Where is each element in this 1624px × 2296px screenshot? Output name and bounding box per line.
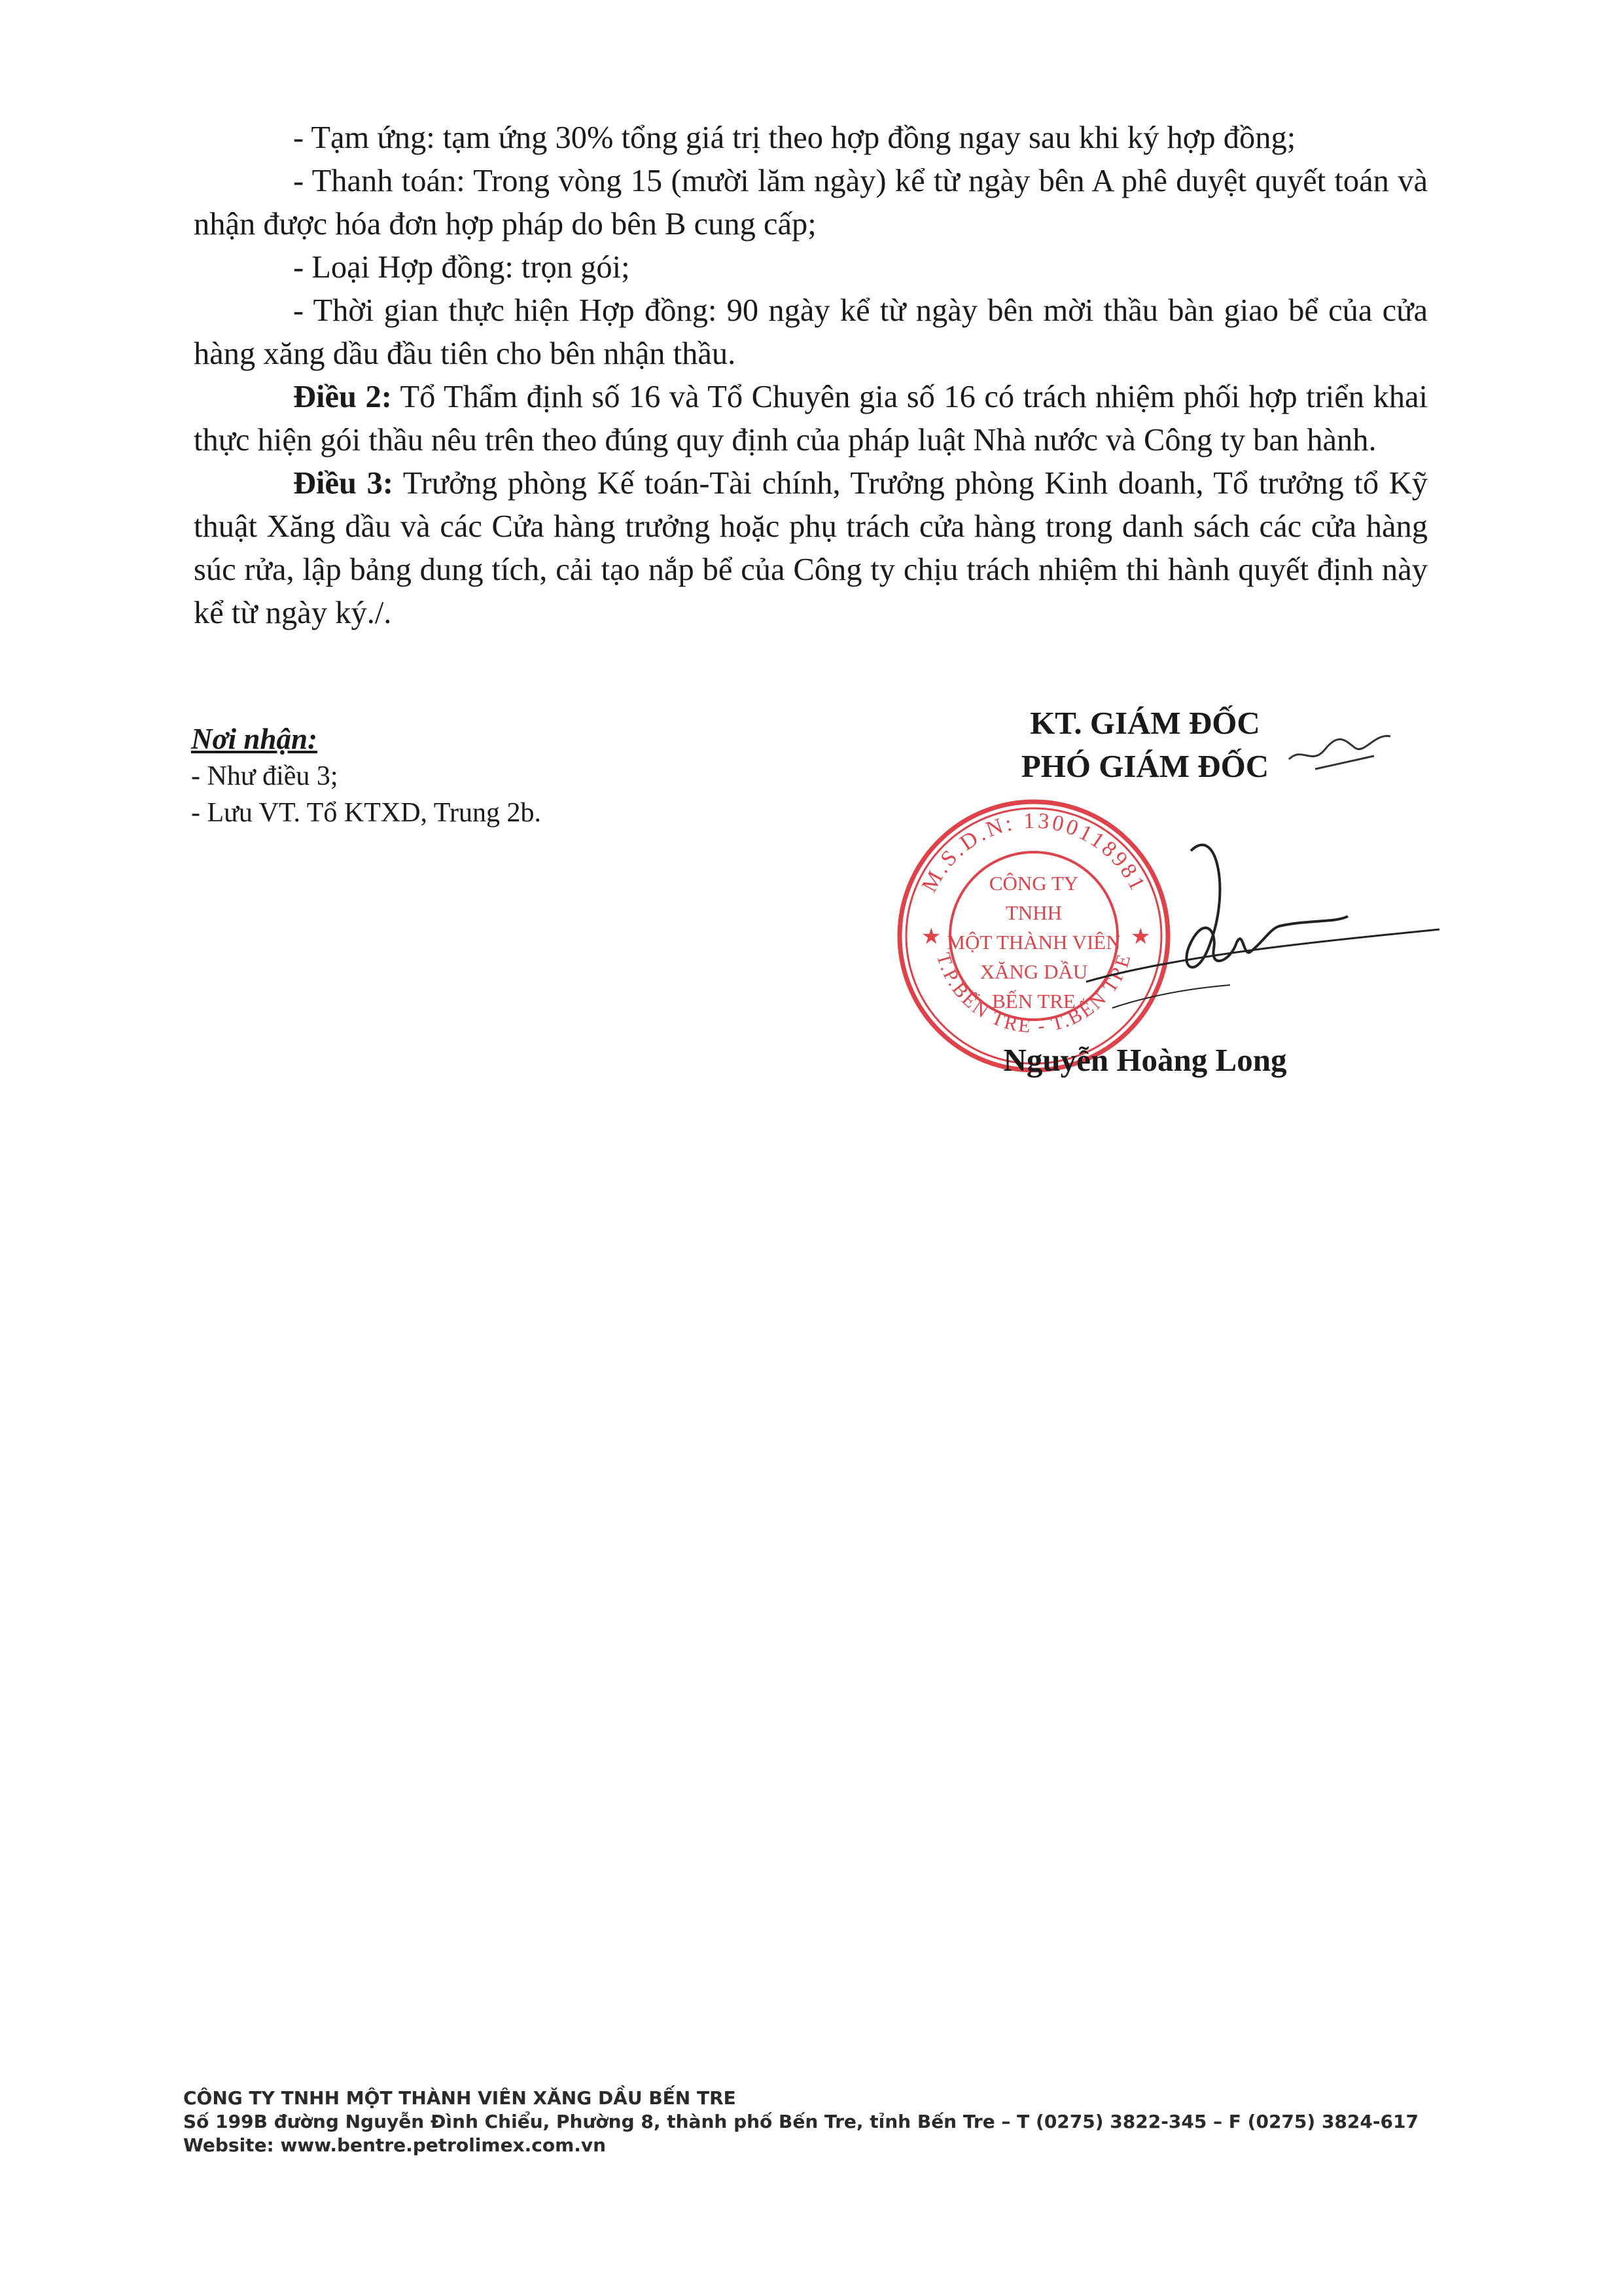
recipient-item: - Như điều 3; — [191, 761, 338, 791]
recipients-heading: Nơi nhận: — [191, 723, 317, 755]
footer-website: Website: www.bentre.petrolimex.com.vn — [183, 2134, 607, 2156]
document-body — [194, 117, 1428, 635]
page-footer — [183, 2087, 1459, 2157]
article-3-label: Điều 3: — [293, 466, 394, 501]
seal-line1: CÔNG TY — [989, 872, 1079, 895]
handwritten-signature — [981, 812, 1439, 1047]
seal-star-left: ★ — [921, 925, 942, 949]
signer-name: Nguyễn Hoàng Long — [1003, 1042, 1287, 1078]
seal-line5: BẾN TRE — [992, 990, 1076, 1013]
seal-line3: MỘT THÀNH VIÊN — [947, 931, 1121, 954]
seal-star-right: ★ — [1131, 925, 1151, 949]
seal-line4: XĂNG DẦU — [980, 960, 1088, 983]
seal-outer-text: M.S.D.N: 1300118981 — [917, 808, 1151, 897]
payment-clause: - Thanh toán: Trong vòng 15 (mười lăm ngày) kể từ ngày bên A phê duyệt quyết toán và nhận được hóa đơn hợp pháp do bên B cung cấp; — [194, 164, 1428, 242]
footer-company: CÔNG TY TNHH MỘT THÀNH VIÊN XĂNG DẦU BẾN TRE — [183, 2087, 736, 2109]
seal-line2: TNHH — [1005, 901, 1063, 924]
article-3-text: Trưởng phòng Kế toán-Tài chính, Trưởng phòng Kinh doanh, Tổ trưởng tổ Kỹ thuật Xăng dầu và các Cửa hàng trưởng hoặc phụ trách cửa hàng trong danh sách các cửa hàng súc rửa, lập bảng dung tích, cải tạo nắp bể của Công ty chịu trách nhiệm thi hành quyết định này kể từ ngày ký./. — [194, 466, 1428, 630]
signer-title-line1: KT. GIÁM ĐỐC — [1030, 705, 1260, 741]
article-3 — [194, 462, 1428, 635]
contract-type-clause: - Loại Hợp đồng: trọn gói; — [293, 250, 630, 285]
contract-duration-clause: - Thời gian thực hiện Hợp đồng: 90 ngày kể từ ngày bên mời thầu bàn giao bể của cửa hàng xăng dầu đầu tiên cho bên nhận thầu. — [194, 293, 1428, 371]
seal-bottom-text: T.P.BẾN TRE - T.BẾN TRE — [932, 950, 1136, 1037]
signer-title-line2: PHÓ GIÁM ĐỐC — [1021, 748, 1269, 784]
recipients-block — [191, 720, 541, 831]
advance-payment-clause: - Tạm ứng: tạm ứng 30% tổng giá trị theo hợp đồng ngay sau khi ký hợp đồng; — [293, 120, 1296, 155]
recipient-item: - Lưu VT. Tổ KTXD, Trung 2b. — [191, 798, 541, 828]
footer-address: Số 199B đường Nguyễn Đình Chiểu, Phường 8, thành phố Bến Tre, tỉnh Bến Tre – T (0275) 3822-345 – F (0275) 3824-617 — [183, 2111, 1419, 2132]
article-2 — [194, 376, 1428, 462]
article-2-label: Điều 2: — [293, 380, 392, 414]
article-2-text: Tổ Thẩm định số 16 và Tổ Chuyên gia số 16 có trách nhiệm phối hợp triển khai thực hiện gói thầu nêu trên theo đúng quy định của pháp luật Nhà nước và Công ty ban hành. — [194, 380, 1428, 457]
initials-mark — [1276, 720, 1407, 779]
